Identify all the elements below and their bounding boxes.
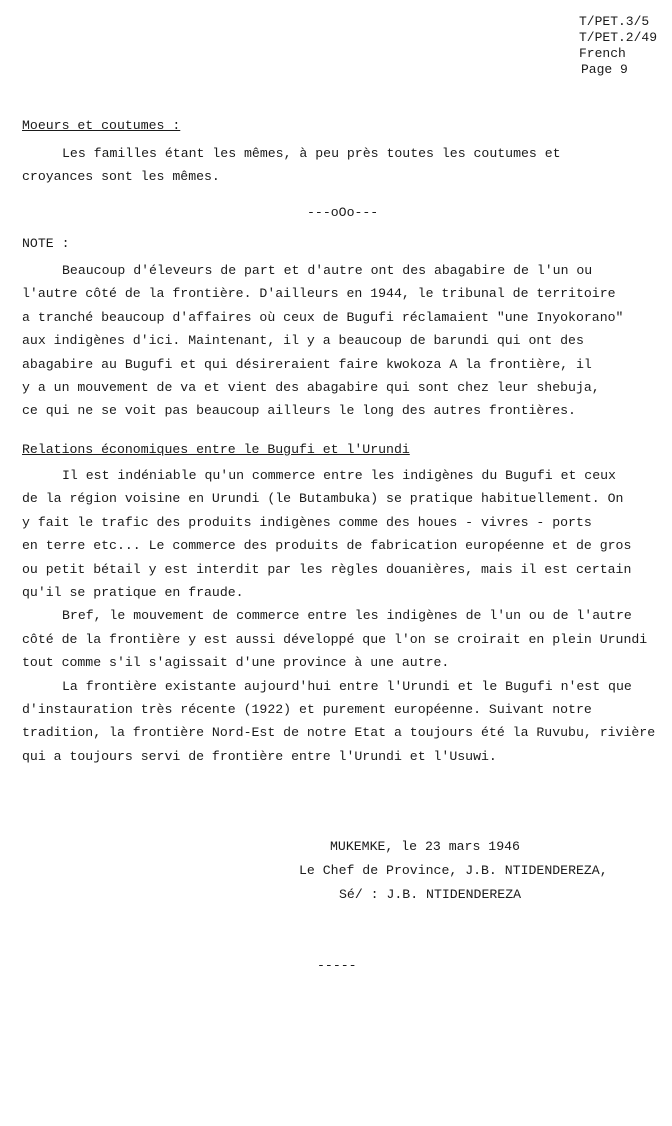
ref-line: T/PET.3/5 [579,14,650,29]
text-line: en terre etc... Le commerce des produits de fabrication européenne et de gros [22,538,632,554]
text-line: Beaucoup d'éleveurs de part et d'autre ont des abagabire de l'un ou [62,263,593,278]
paragraph-moeurs [22,142,662,189]
text-line: tout comme s'il s'agissait d'une province à une autre. [22,655,450,671]
text-line: y a un mouvement de va et vient des abagabire qui sont chez leur shebuja, [22,379,600,395]
section-heading-moeurs: Moeurs et coutumes : [22,118,181,133]
text-line: tradition, la frontière Nord-Est de notre Etat a toujours été la Ruvubu, rivière [22,725,656,741]
text-line: La frontière existante aujourd'hui entre l'Urundi et le Bugufi n'est que [62,678,632,694]
separator: ---oOo--- [307,205,379,220]
text-line: l'autre côté de la frontière. D'ailleurs en 1944, le tribunal de territoire [22,286,616,302]
text-line: a tranché beaucoup d'affaires où ceux de Bugufi réclamaient "une Inyokorano" [22,309,624,325]
text-line: qui a toujours servi de frontière entre l'Urundi et l'Usuwi. [22,748,497,764]
text-line: aux indigènes d'ici. Maintenant, il y a beaucoup de barundi qui ont des [22,333,584,349]
signature-signed: Sé/ : J.B. NTIDENDEREZA [339,887,522,902]
text-line: d'instauration très récente (1922) et purement européenne. Suivant notre [22,701,592,717]
text-line: ce qui ne se voit pas beaucoup ailleurs le long des autres frontières. [22,403,576,419]
text-line: croyances sont les mêmes. [22,169,220,185]
text-line: Il est indéniable qu'un commerce entre les indigènes du Bugufi et ceux [62,468,616,483]
signature-title: Le Chef de Province, J.B. NTIDENDEREZA, [299,863,608,878]
text-line: abagabire au Bugufi et qui désireraient faire kwokoza A la frontière, il [22,356,592,372]
signature-place-date: MUKEMKE, le 23 mars 1946 [330,839,520,854]
text-line: de la région voisine en Urundi (le Butambuka) se pratique habituellement. On [22,491,624,507]
text-line: y fait le trafic des produits indigènes comme des houes - vivres - ports [22,514,592,530]
text-line: côté de la frontière y est aussi développé que l'on se croirait en plein Urundi [22,631,648,647]
end-separator: ----- [317,958,357,973]
section-heading-note: NOTE : [22,236,70,251]
text-line: Les familles étant les mêmes, à peu près toutes les coutumes et [62,146,561,161]
ref-line: T/PET.2/49 [579,30,658,45]
text-line: qu'il se pratique en fraude. [22,584,244,600]
text-line: ou petit bétail y est interdit par les règles douanières, mais il est certain [22,561,632,577]
section-heading-relations: Relations économiques entre le Bugufi et l'Urundi [22,442,410,457]
paragraph-relations [22,464,662,768]
document-reference [579,14,657,78]
ref-line: Page 9 [581,62,628,77]
text-line: Bref, le mouvement de commerce entre les indigènes de l'un ou de l'autre [62,608,632,624]
ref-line: French [579,46,626,61]
paragraph-note [22,259,662,423]
